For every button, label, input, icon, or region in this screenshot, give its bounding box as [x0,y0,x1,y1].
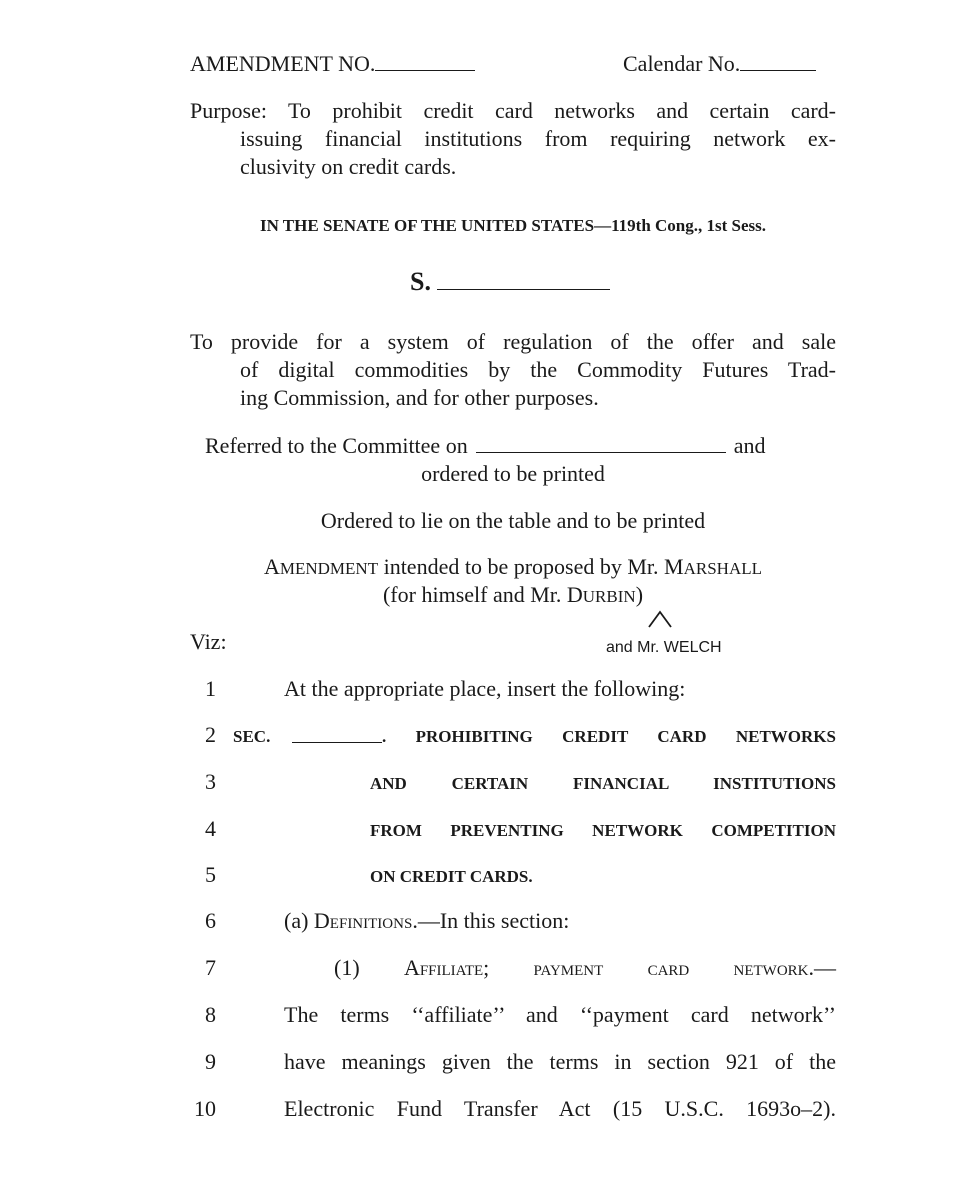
insertion-caret-icon [647,609,673,629]
line-number: 10 [194,1096,216,1121]
bill-title-line-1: To provide for a system of regulation of the offer and sale [190,329,836,354]
line-number: 1 [205,676,216,701]
section-label: SEC. [233,727,271,746]
senate-session-line: IN THE SENATE OF THE UNITED STATES—119th Cong., 1st Sess. [259,216,767,235]
body-line-8: The terms ‘‘affiliate’’ and ‘‘payment card network’’ [284,1002,836,1027]
bill-number [410,266,610,298]
paragraph-heading: Affiliate; payment card network [403,955,809,980]
calendar-number-label [623,50,816,78]
amendment-intent-mid: intended to be proposed by Mr. [378,554,665,579]
line-number: 4 [205,816,216,841]
committee-blank [476,452,726,453]
inserted-cosponsor-text: and Mr. WELCH [606,639,722,656]
purpose-line-1: Purpose: To prohibit credit card networks and certain card- [190,98,836,123]
calendar-number-blank [740,70,816,71]
purpose-line-2: issuing financial institutions from requiring network ex- [240,126,836,151]
body-line-1: At the appropriate place, insert the following: [284,676,686,701]
paragraph-dash: .— [808,955,836,980]
amendment-number-text: AMENDMENT NO. [190,51,376,76]
line-number: 2 [205,722,216,747]
line-number: 7 [205,955,216,980]
body-line-9: have meanings given the terms in section 921 of the [284,1049,836,1074]
sponsor-rest: ARSHALL [683,559,763,578]
amendment-intent-line-1 [190,553,836,583]
paragraph-marker: (1) [334,955,404,980]
cosponsor-prefix: (for himself and Mr. [382,582,567,607]
line-number: 9 [205,1049,216,1074]
ordered-line: Ordered to lie on the table and to be printed [320,508,706,533]
viz-label: Viz: [190,629,227,654]
section-heading-line-4: FROM PREVENTING NETWORK COMPETITION [370,821,836,840]
section-heading-line-5: ON CREDIT CARDS. [370,867,533,886]
line-number: 8 [205,1002,216,1027]
subsection-heading: Definitions [313,908,413,933]
bill-title-line-3: ing Commission, and for other purposes. [240,385,599,410]
bill-number-blank [437,289,610,290]
bill-label: S. [410,267,431,296]
body-line-10: Electronic Fund Transfer Act (15 U.S.C. 1693o–2). [284,1096,836,1121]
cosponsor-suffix: ) [635,582,644,607]
cosponsor-initial: D [566,582,583,607]
bill-title-line-2: of digital commodities by the Commodity Futures Trad- [240,357,836,382]
line-number: 3 [205,769,216,794]
purpose-line-3: clusivity on credit cards. [240,154,457,179]
section-heading-line-3: AND CERTAIN FINANCIAL INSTITUTIONS [370,774,836,793]
body-line-7 [334,954,836,982]
amendment-number-label [190,50,475,78]
referral-line-1 [205,432,825,460]
referral-prefix: Referred to the Committee on [205,433,468,458]
referral-suffix: and [733,433,766,458]
sponsor-initial: M [664,554,684,579]
cosponsor-rest: URBIN [582,587,636,606]
section-heading-text: . PROHIBITING CREDIT CARD NETWORKS [382,727,836,746]
body-line-6 [284,907,569,935]
amendment-intent-line-2 [190,581,836,611]
section-number-blank [292,742,382,743]
amendment-word-initial: A [263,554,280,579]
referral-line-2: ordered to be printed [421,461,605,486]
calendar-number-text: Calendar No. [623,51,741,76]
line-number: 5 [205,862,216,887]
subsection-marker: (a) [284,908,314,933]
subsection-lead: .—In this section: [412,908,570,933]
amendment-word-rest: MENDMENT [279,559,379,578]
amendment-number-blank [375,70,475,71]
line-number: 6 [205,908,216,933]
section-heading-line-2 [233,721,836,749]
